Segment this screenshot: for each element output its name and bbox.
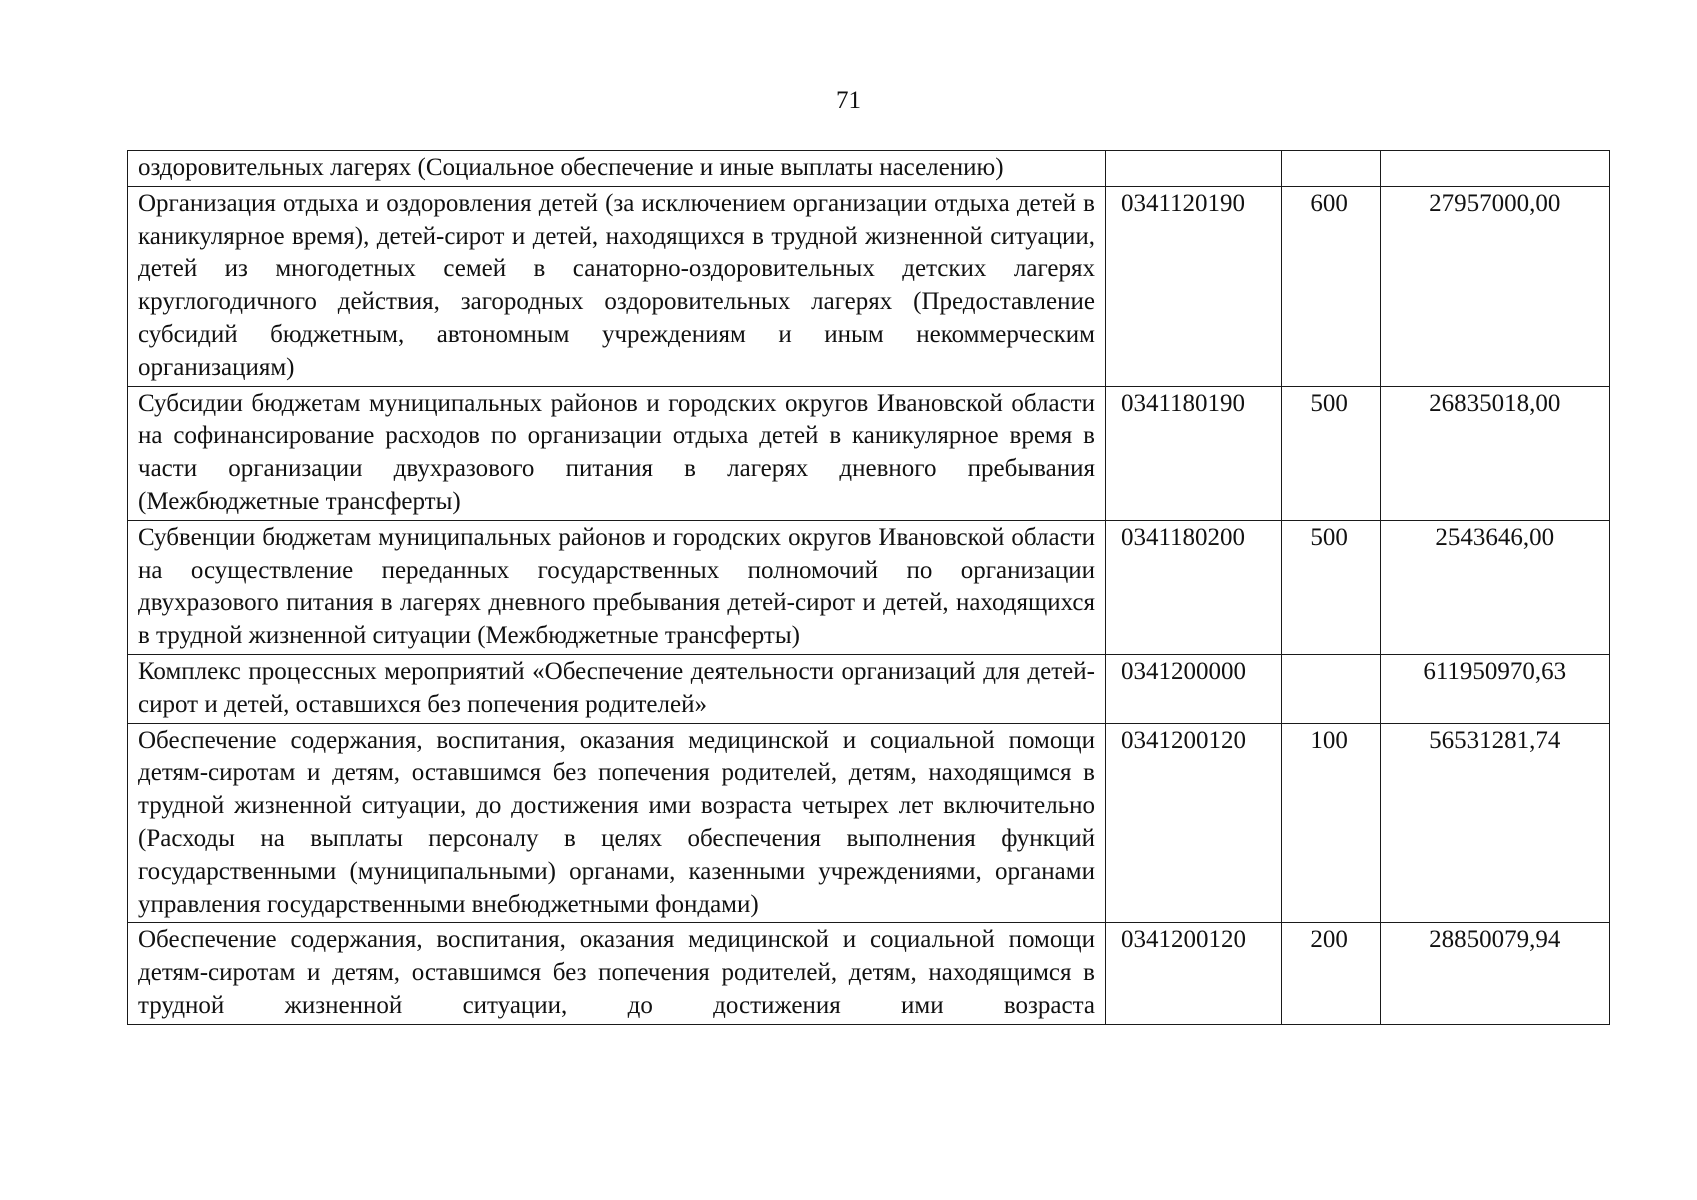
table-row xyxy=(128,654,1610,723)
table-row xyxy=(128,186,1610,386)
row-description: Субсидии бюджетам муниципальных районов и городских округов Ивановской области на софинансирование расходов по организации отдыха детей в каникулярное время в части организации двухразового питания в лагерях дневного пребывания (Межбюджетные трансферты) xyxy=(128,386,1106,520)
budget-table xyxy=(127,150,1610,1025)
row-amount: 26835018,00 xyxy=(1380,386,1610,520)
table-row xyxy=(128,151,1610,187)
row-description: Обеспечение содержания, воспитания, оказания медицинской и социальной помощи детям-сиротам и детям, оставшимся без попечения родителей, детям, находящимся в трудной жизненной ситуации, до достижения ими возраста xyxy=(128,923,1106,1024)
row-expense-type xyxy=(1282,654,1380,723)
row-description: Комплекс процессных мероприятий «Обеспечение деятельности организаций для детей-сирот и детей, оставшихся без попечения родителей» xyxy=(128,654,1106,723)
row-description: Субвенции бюджетам муниципальных районов и городских округов Ивановской области на осуществление переданных государственных полномочий по организации двухразового питания в лагерях дневного пребывания детей-сирот и детей, находящихся в трудной жизненной ситуации (Межбюджетные трансферты) xyxy=(128,520,1106,654)
table-row xyxy=(128,723,1610,923)
row-expense-type xyxy=(1282,151,1380,187)
row-expense-type: 500 xyxy=(1282,386,1380,520)
row-expense-type: 100 xyxy=(1282,723,1380,923)
table-row xyxy=(128,923,1610,1024)
row-expense-type: 500 xyxy=(1282,520,1380,654)
row-target-code: 0341200120 xyxy=(1105,723,1281,923)
row-target-code: 0341200120 xyxy=(1105,923,1281,1024)
row-target-code: 0341200000 xyxy=(1105,654,1281,723)
row-description: Обеспечение содержания, воспитания, оказания медицинской и социальной помощи детям-сиротам и детям, оставшимся без попечения родителей, детям, находящимся в трудной жизненной ситуации, до достижения ими возраста четырех лет включительно (Расходы на выплаты персоналу в целях обеспечения выполнения функций государственными (муниципальными) органами, казенными учреждениями, органами управления государственными внебюджетными фондами) xyxy=(128,723,1106,923)
row-expense-type: 200 xyxy=(1282,923,1380,1024)
row-amount: 56531281,74 xyxy=(1380,723,1610,923)
row-description: Организация отдыха и оздоровления детей (за исключением организации отдыха детей в каникулярное время), детей-сирот и детей, находящихся в трудной жизненной ситуации, детей из многодетных семей в санаторно-оздоровительных детских лагерях круглогодичного действия, загородных оздоровительных лагерях (Предоставление субсидий бюджетным, автономным учреждениям и иным некоммерческим организациям) xyxy=(128,186,1106,386)
row-target-code: 0341180190 xyxy=(1105,386,1281,520)
row-target-code: 0341180200 xyxy=(1105,520,1281,654)
row-amount: 28850079,94 xyxy=(1380,923,1610,1024)
row-expense-type: 600 xyxy=(1282,186,1380,386)
row-amount xyxy=(1380,151,1610,187)
row-target-code xyxy=(1105,151,1281,187)
table-row xyxy=(128,520,1610,654)
table-row xyxy=(128,386,1610,520)
page-number: 71 xyxy=(836,87,861,114)
row-target-code: 0341120190 xyxy=(1105,186,1281,386)
row-description: оздоровительных лагерях (Социальное обеспечение и иные выплаты населению) xyxy=(128,151,1106,187)
row-amount: 27957000,00 xyxy=(1380,186,1610,386)
row-amount: 2543646,00 xyxy=(1380,520,1610,654)
row-amount: 611950970,63 xyxy=(1380,654,1610,723)
